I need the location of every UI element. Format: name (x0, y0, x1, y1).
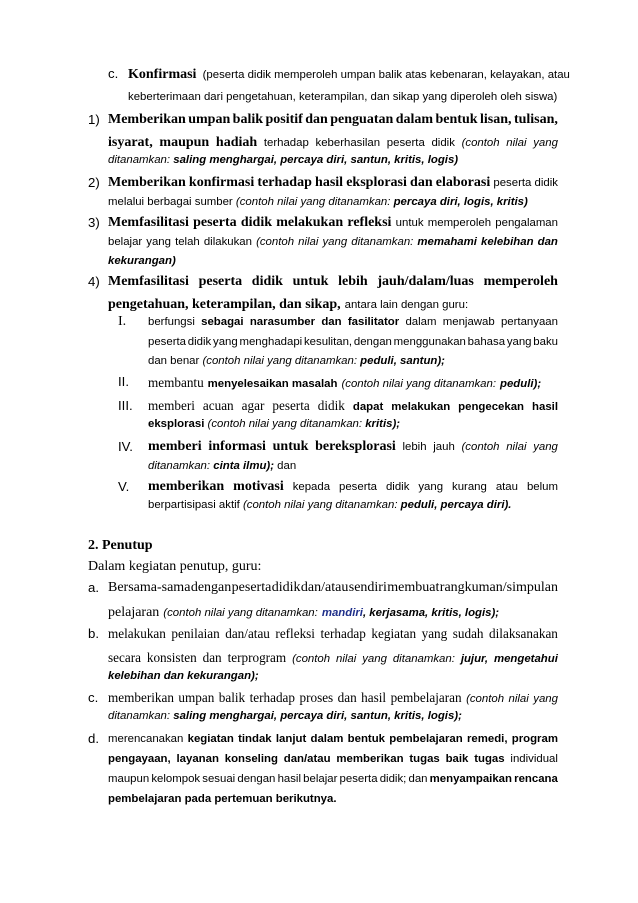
text-run: mengetahui (493, 653, 558, 665)
text-run: balik (232, 112, 264, 127)
text-run: didik (431, 137, 455, 149)
list-item-1-line2 (108, 135, 558, 151)
text-run: dengan (353, 336, 392, 348)
text-run: nilai (506, 441, 527, 453)
text-run: dan (305, 112, 328, 127)
text-run: (contoh (292, 653, 331, 665)
text-run: refleksi (347, 215, 392, 230)
section-intro: Dalam kegiatan penutup, guru: (88, 559, 262, 574)
text-run: eksplorasi (148, 418, 205, 430)
text-run: yang (146, 236, 171, 248)
text-run: agar (241, 398, 265, 413)
list-item-3-line3 (108, 255, 176, 267)
list-item-1-line1 (108, 112, 558, 128)
text-run: acuan (202, 398, 234, 413)
text-run: baik (445, 753, 469, 765)
text-run: yang (213, 336, 238, 348)
text-run: sudah (452, 626, 484, 641)
text-run: ditanamkan: (108, 154, 171, 166)
roman-item-4-line2 (148, 460, 296, 472)
list-marker: IV. (118, 439, 133, 454)
text-run: positif (265, 112, 303, 127)
text-run: saling menghargai, percaya diri, santun, kritis, logis); (173, 710, 462, 722)
text-run: memberi (148, 439, 202, 454)
text-run: tugas (474, 753, 505, 765)
text-run: didik (240, 215, 272, 230)
text-run: untuk (292, 274, 329, 289)
text-run: narasumber (249, 316, 316, 328)
text-run: didik (534, 177, 558, 189)
text-run: saling menghargai, percaya diri, santun, kritis, logis) (173, 154, 459, 166)
text-run: proses (299, 690, 334, 705)
text-run: tindak (238, 733, 272, 745)
text-run: kegiatan (187, 733, 234, 745)
roman-item-5-line1 (148, 479, 558, 495)
list-marker: 1) (88, 112, 100, 127)
text-run: untuk (395, 217, 424, 229)
list-marker: d. (88, 731, 99, 746)
text-run: dan (408, 773, 428, 785)
roman-item-1-line1 (148, 316, 558, 328)
text-run: membantu (148, 375, 204, 390)
closing-item-b-line3 (108, 670, 259, 682)
roman-item-4-line1 (148, 439, 558, 455)
text-run: kegiatan (371, 626, 417, 641)
text-run: dan (321, 316, 342, 328)
text-run: baku (533, 336, 558, 348)
text-run: peserta (148, 336, 186, 348)
text-run: nilai (298, 236, 319, 248)
roman-item-3-line1 (148, 398, 558, 414)
text-run: menyelesaikan masalah (207, 378, 338, 390)
text-run: kurang (452, 481, 487, 493)
text-run: (contoh nilai yang ditanamkan: (341, 378, 496, 390)
text-run: yang (533, 441, 558, 453)
text-run: secara (108, 650, 141, 665)
list-marker: 2) (88, 175, 100, 190)
text-run: lisan, (479, 112, 512, 127)
text-run: kepada (292, 481, 331, 493)
text-run: (contoh nilai yang ditanamkan: (242, 499, 398, 511)
text-run: dan (410, 175, 433, 190)
text-run: untuk (272, 439, 309, 454)
text-run: terhadap (320, 626, 366, 641)
text-run: sesuai (202, 773, 236, 785)
text-run: peserta (386, 137, 425, 149)
text-run: peserta (272, 398, 310, 413)
text-run: yang (506, 336, 532, 348)
text-run: program (511, 733, 558, 745)
list-marker: II. (118, 374, 129, 389)
text-run: cinta ilmu); (213, 460, 274, 472)
text-run: pembelajaran (389, 733, 463, 745)
text-run: yang (421, 626, 448, 641)
closing-item-a-line2 (108, 603, 499, 621)
text-run: lebih (338, 274, 368, 289)
text-run: belajar (108, 236, 143, 248)
text-run: peserta (493, 177, 532, 189)
text-run: dengan (190, 580, 232, 595)
text-run: isyarat, (108, 135, 153, 150)
item-text: keberterimaan dari pengetahuan, keterampilan, dan sikap yang diperoleh oleh siswa) (128, 91, 558, 103)
text-run: peserta (339, 773, 378, 785)
closing-item-a-line1 (108, 580, 558, 596)
text-run: dan/atau (225, 626, 270, 641)
text-run: konseling (224, 753, 278, 765)
text-run: pengetahuan, keterampilan, dan sikap, (108, 297, 341, 312)
text-run: memberikan (108, 690, 174, 705)
text-run: konsisten (146, 650, 197, 665)
text-run: yang (322, 236, 348, 248)
text-run: refleksi (275, 626, 315, 641)
text-run: jauh (433, 441, 455, 453)
list-marker: V. (118, 479, 130, 494)
item-marker: c. (108, 66, 119, 81)
text-run: dan (537, 236, 558, 248)
text-run: yang (362, 653, 387, 665)
text-run: umpan (188, 112, 231, 127)
text-run: bahasa (467, 336, 506, 348)
text-run: peserta (339, 481, 378, 493)
text-run: lanjut (275, 733, 307, 745)
text-run: peduli); (500, 378, 542, 390)
text-run: didik (271, 580, 301, 595)
text-run: (contoh nilai yang ditanamkan: (207, 418, 363, 430)
text-run: maupun (108, 773, 150, 785)
text-run: , kerjasama, kritis, logis); (362, 607, 500, 619)
text-run: Memfasilitasi (108, 215, 189, 230)
text-run: Bersama-sama (108, 580, 191, 595)
text-run: antara lain dengan guru: (344, 299, 469, 311)
text-run: melakukan (276, 215, 344, 230)
closing-item-c-line2 (108, 710, 462, 722)
list-item-1-line3 (108, 154, 458, 166)
text-run: menghadapi (239, 336, 303, 348)
text-run: menggunakan (393, 336, 466, 348)
list-marker: 4) (88, 274, 100, 289)
text-run: dan benar (148, 355, 200, 367)
text-run: pengalaman (495, 217, 558, 229)
text-run: konfirmasi (188, 175, 255, 190)
text-run: ditanamkan: (351, 236, 414, 248)
text-run: pertanyaan (500, 316, 558, 328)
text-run: hasil (361, 690, 387, 705)
roman-item-3-line2 (148, 418, 400, 430)
closing-item-b-line1 (108, 626, 558, 642)
text-run: memberikan (148, 479, 225, 494)
text-run: (contoh (461, 137, 500, 149)
closing-item-d-line4 (108, 793, 337, 805)
text-run: tulisan, (513, 112, 558, 127)
text-run: berfungsi (148, 316, 195, 328)
list-marker: c. (88, 690, 99, 705)
text-run: dalam (310, 733, 344, 745)
text-run: motivasi (233, 479, 284, 494)
text-run: pelajaran (108, 605, 160, 620)
text-run: dan (277, 460, 297, 472)
text-run: peduli, percaya diri). (400, 499, 512, 511)
text-run: memperoleh (483, 274, 558, 289)
text-run: fasilitator (347, 316, 400, 328)
text-run: dan/atau (283, 753, 331, 765)
text-run: peserta (231, 580, 272, 595)
text-run: didik (385, 481, 410, 493)
text-run: pembelajaran (390, 690, 462, 705)
text-run: memberi (148, 398, 195, 413)
text-run: dan (337, 690, 357, 705)
text-run: mandiri (321, 607, 363, 619)
text-run: terhadap (257, 175, 312, 190)
text-run: (contoh nilai yang ditanamkan: (235, 196, 391, 208)
text-run: atau (495, 481, 518, 493)
text-run: keberhasilan (315, 137, 381, 149)
text-run: menjawab (442, 316, 495, 328)
text-run: eksplorasi (346, 175, 407, 190)
text-run: rencana (514, 773, 558, 785)
list-item-4-line1 (108, 274, 558, 290)
text-run: Memberikan (108, 175, 186, 190)
roman-item-1-line2 (148, 336, 558, 348)
text-run: dengan (237, 773, 276, 785)
item-title: Konfirmasi (128, 67, 197, 82)
text-run: (contoh nilai yang ditanamkan: (202, 355, 357, 367)
text-run: pembelajaran pada pertemuan berikutnya. (108, 793, 337, 805)
text-run: menyampaikan (429, 773, 512, 785)
text-run: remedi, (466, 733, 508, 745)
text-run: merencanakan (108, 733, 184, 745)
text-run: didik (317, 398, 345, 413)
text-run: bereksplorasi (315, 439, 396, 454)
text-run: terhadap (249, 690, 296, 705)
text-run: hasil (315, 175, 344, 190)
text-run: umpan (178, 690, 215, 705)
text-run: sendiri (348, 580, 387, 595)
text-run: kesulitan, (303, 336, 353, 348)
text-run: maupun (159, 135, 210, 150)
text-run: didik; (379, 773, 407, 785)
text-run: kritis); (365, 418, 401, 430)
text-run: hasil (532, 401, 558, 413)
text-run: dalam (405, 316, 437, 328)
text-run: ditanamkan: (148, 460, 211, 472)
text-run: peserta (193, 215, 237, 230)
text-run: bentuk (347, 733, 386, 745)
text-run: memahami (417, 236, 477, 248)
text-run: penguatan (330, 112, 394, 127)
text-run: pengecekan (458, 401, 525, 413)
text-run: elaborasi (435, 175, 491, 190)
roman-item-2-line1 (148, 374, 541, 392)
text-run: kekurangan) (108, 255, 176, 267)
roman-item-5-line2 (148, 499, 511, 511)
closing-item-d-line3 (108, 773, 558, 785)
text-run: nilai (508, 693, 529, 705)
list-marker: 3) (88, 215, 100, 230)
text-run: dilakukan (203, 236, 252, 248)
text-run: percaya diri, logis, kritis) (393, 196, 528, 208)
list-marker: b. (88, 626, 99, 641)
text-run: dapat (352, 401, 384, 413)
closing-item-d-line1 (108, 733, 558, 745)
list-marker: a. (88, 580, 99, 595)
text-run: hasil (277, 773, 301, 785)
text-run: melakukan (108, 626, 166, 641)
text-run: kelompok (151, 773, 201, 785)
text-run: tugas (409, 753, 440, 765)
text-run: ditanamkan: (392, 653, 455, 665)
text-run: dalam (395, 112, 434, 127)
text-run: terprogram (227, 650, 287, 665)
text-run: bentuk (435, 112, 478, 127)
text-run: kelebihan dan kekurangan); (108, 670, 259, 682)
text-run: nilai (506, 137, 527, 149)
text-run: Memberikan (108, 112, 186, 127)
text-run: sebagai (201, 316, 244, 328)
text-run: dilaksanakan (489, 626, 558, 641)
text-run: balik (218, 690, 246, 705)
text-run: yang (533, 137, 558, 149)
text-run: kelebihan (481, 236, 534, 248)
item-text: (peserta didik memperoleh umpan balik atas kebenaran, kelayakan, atau (202, 69, 570, 81)
closing-item-c-line1 (108, 690, 558, 706)
list-item-2-line2 (108, 196, 528, 208)
list-item-3-line2 (108, 236, 558, 248)
text-run: yang (533, 693, 558, 705)
text-run: memperoleh (427, 217, 492, 229)
text-run: Memfasilitasi (108, 274, 189, 289)
closing-item-b-line2 (108, 650, 558, 666)
closing-item-d-line2 (108, 753, 558, 765)
text-run: informasi (208, 439, 266, 454)
text-run: belum (526, 481, 558, 493)
text-run: didik (187, 336, 212, 348)
text-run: (contoh (461, 441, 500, 453)
text-run: dan (202, 650, 222, 665)
text-run: (contoh (466, 693, 505, 705)
text-run: lebih (402, 441, 427, 453)
text-run: ditanamkan: (108, 710, 171, 722)
list-item-4-line2 (108, 295, 468, 313)
text-run: melakukan (391, 401, 451, 413)
text-run: yang (418, 481, 444, 493)
text-run: peserta (198, 274, 243, 289)
text-run: didik (251, 274, 283, 289)
text-run: jauh/dalam/luas (377, 274, 474, 289)
roman-item-1-line3 (148, 355, 445, 367)
text-run: membuat (387, 580, 440, 595)
text-run: telah (175, 236, 200, 248)
text-run: berpartisipasi aktif (148, 499, 240, 511)
text-run: memberikan (336, 753, 404, 765)
text-run: belajar (303, 773, 338, 785)
list-marker: I. (118, 314, 127, 329)
text-run: pengayaan, (108, 753, 171, 765)
text-run: nilai (336, 653, 357, 665)
text-run: terhadap (263, 137, 309, 149)
text-run: hadiah (215, 135, 258, 150)
list-item-2-line1 (108, 175, 558, 191)
text-run: (contoh nilai yang ditanamkan: (163, 607, 318, 619)
text-run: layanan (176, 753, 219, 765)
text-run: (contoh (256, 236, 295, 248)
text-run: rangkuman/simpulan (439, 580, 558, 595)
text-run: jujur, (460, 653, 489, 665)
text-run: peduli, santun); (360, 355, 445, 367)
text-run: melalui berbagai sumber (108, 196, 233, 208)
list-marker: III. (118, 398, 133, 413)
text-run: dan/atau (300, 580, 349, 595)
section-heading: 2. Penutup (88, 538, 153, 553)
text-run: individual (510, 753, 558, 765)
list-item-3-line1 (108, 215, 558, 231)
text-run: penilaian (171, 626, 220, 641)
